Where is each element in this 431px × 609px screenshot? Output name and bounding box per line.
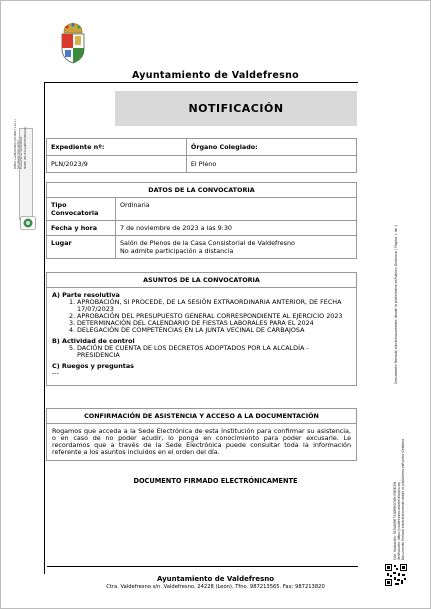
signature-stamp-text: DIEGO LLAMAZARES CACHÁN (1 de 1) Secretario-Interventor Fecha Firma: 02/11/2023 HASH: 4f0c33e1a6b5f7d8b3e2a xyxy=(14,119,27,169)
header-rule xyxy=(44,82,358,83)
agenda-item-number: 3. xyxy=(69,319,76,327)
file-info-table xyxy=(46,138,357,173)
tipo-value: Ordinaria xyxy=(116,198,357,221)
lugar-value-line: Salón de Plenos de la Casa Consistorial de Valdefresno xyxy=(120,239,295,247)
agenda-item-number: 5. xyxy=(69,344,76,352)
agenda-item-text: DELEGACIÓN DE COMPETENCIAS EN LA JUNTA VECINAL DE CARBAJOSA xyxy=(77,326,305,334)
verification-margin-text: Cód. Validación: 9C9A6WR7X2EMHSC9EH7MSE3W Verificación: https://valdefresno.sedelectronica.es/ Documento firmado electrónicamente desde la plataforma esPublico Gestiona xyxy=(393,438,405,560)
footer-rule xyxy=(47,566,358,567)
agenda-placeholder: --- xyxy=(52,369,59,377)
organo-label: Órgano Colegiado: xyxy=(186,139,356,156)
agenda-group-title: A) Parte resolutiva xyxy=(52,291,120,299)
signed-note: DOCUMENTO FIRMADO ELECTRÓNICAMENTE xyxy=(133,477,298,485)
lugar-value xyxy=(116,236,357,259)
agenda-item-text: DACIÓN DE CUENTA DE LOS DECRETOS ADOPTADOS POR LA ALCALDÍA - PRESIDENCIA xyxy=(77,344,309,359)
agenda-group-title: C) Ruegos y preguntas xyxy=(52,362,134,370)
agenda-item xyxy=(52,299,351,313)
document-type-banner: NOTIFICACIÓN xyxy=(115,91,357,126)
footer-organization: Ayuntamiento de Valdefresno xyxy=(156,575,275,583)
esPublico-logo xyxy=(20,216,36,230)
coat-of-arms-logo xyxy=(58,21,88,65)
agenda-group-title: B) Actividad de control xyxy=(52,337,135,345)
qr-code-icon xyxy=(384,563,408,587)
agenda-group xyxy=(52,338,351,359)
expediente-value: PLN/2023/9 xyxy=(47,156,187,173)
footer-address: Ctra. Valdefresno s/n. Valdefresno. 24228 (León). Tfno. 987213565. Fax: 987213820 xyxy=(106,584,325,590)
fecha-label: Fecha y hora xyxy=(47,221,116,236)
organo-value: El Pleno xyxy=(186,156,356,173)
meeting-data-title: DATOS DE LA CONVOCATORIA xyxy=(47,183,357,198)
agenda-group xyxy=(52,363,351,377)
meeting-data-table xyxy=(46,182,357,259)
agenda-item xyxy=(52,345,351,359)
confirmation-section xyxy=(46,408,357,461)
confirmation-text: Rogamos que acceda a la Sede Electrónica de esta institución para confirmar su asistencia, o en caso de no poder acudir, lo ponga en conocimiento para poder excusarle. Le recordamos que a través de la Sede Electrónica puede consultar toda la información referente a los asuntos incluidos en el orden del día. xyxy=(52,427,351,456)
page-count-margin-text: Documento firmado electrónicamente desde la plataforma esPublico Gestiona | Página 1 de 1 xyxy=(394,224,398,384)
agenda-item-text: APROBACIÓN DEL PRESUPUESTO GENERAL CORRESPONDIENTE AL EJERCICIO 2023 xyxy=(77,312,343,320)
agenda-item xyxy=(52,327,351,334)
confirmation-title: CONFIRMACIÓN DE ASISTENCIA Y ACCESO A LA DOCUMENTACIÓN xyxy=(47,409,356,424)
agenda-item-number: 1. xyxy=(69,298,76,306)
agenda-item-number: 4. xyxy=(69,326,76,334)
agenda-list xyxy=(47,288,356,385)
tipo-label: Tipo Convocatoria xyxy=(47,198,116,221)
lugar-note-line: No admite participación a distancia xyxy=(120,247,234,255)
agenda-section xyxy=(46,272,357,386)
agenda-item-text: DETERMINACIÓN DEL CALENDARIO DE FIESTAS LABORALES PARA EL 2024 xyxy=(77,319,314,327)
expediente-label: Expediente nº: xyxy=(47,139,187,156)
agenda-item-number: 2. xyxy=(69,312,76,320)
agenda-title: ASUNTOS DE LA CONVOCATORIA xyxy=(47,273,356,288)
lugar-label: Lugar xyxy=(47,236,116,259)
fecha-value: 7 de noviembre de 2023 a las 9:30 xyxy=(116,221,357,236)
agenda-item-text: APROBACIÓN, SI PROCEDE, DE LA SESIÓN EXTRAORDINARIA ANTERIOR, DE FECHA 17/07/2023 xyxy=(77,298,342,313)
left-margin-rule xyxy=(44,82,45,574)
organization-title: Ayuntamiento de Valdefresno xyxy=(131,70,300,81)
agenda-group xyxy=(52,292,351,334)
